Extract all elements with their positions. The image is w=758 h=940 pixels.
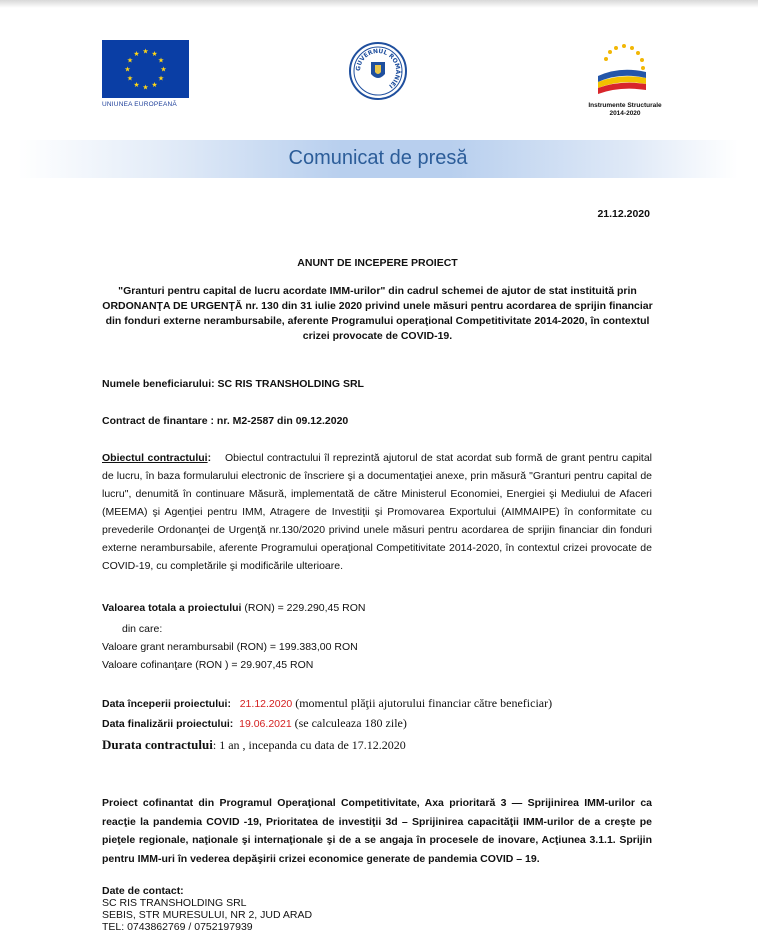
- document-date: 21.12.2020: [597, 208, 650, 220]
- si-years: 2014-2020: [609, 110, 641, 117]
- structural-instruments-icon: [580, 40, 670, 102]
- svg-text:★: ★: [133, 50, 140, 58]
- start-date-label: Data începerii proiectului: [102, 698, 228, 710]
- romanian-government-logo: [349, 42, 407, 100]
- si-title: Instrumente Structurale: [588, 102, 662, 109]
- duration-line: [102, 737, 406, 753]
- cofinancing-value: Valoare cofinanţare (RON ) = 29.907,45 RON: [102, 659, 314, 671]
- financing-contract: Contract de finantare : nr. M2-2587 din 09.12.2020: [102, 415, 349, 427]
- duration-label: Durata contractului: [102, 737, 213, 752]
- ordinance-label: ORDONANŢA DE URGENŢĂ: [102, 300, 243, 312]
- desc-part-1: "Granturi pentru capital de lucru acordate IMM-urilor" din cadrul schemei de ajutor de stat instituită prin: [118, 285, 637, 297]
- contract-object-paragraph: [102, 449, 652, 575]
- svg-text:★: ★: [126, 56, 134, 65]
- object-colon: :: [207, 452, 212, 464]
- din-care-label: din care:: [122, 623, 163, 635]
- svg-text:★: ★: [157, 56, 165, 65]
- project-description: [100, 284, 655, 344]
- svg-text:★: ★: [126, 74, 134, 83]
- end-date-label: Data finalizării proiectului: [102, 718, 230, 730]
- total-value-amount: (RON) = 229.290,45 RON: [241, 602, 366, 614]
- duration-value: : 1 an , incepanda cu data de 17.12.2020: [212, 738, 406, 752]
- svg-text:★: ★: [133, 81, 140, 89]
- grant-value: Valoare grant nerambursabil (RON) = 199.383,00 RON: [102, 641, 358, 653]
- end-date-line: Data finalizării proiectului: 19.06.2021 (se calculeaza 180 zile): [102, 716, 407, 730]
- desc-part-2: nr. 130 din 31 iulie 2020 privind unele măsuri pentru acordarea de sprijin financiar din fonduri externe nerambursabile, aferente Programului operaţional Competitivitate 2014-2020, în contextul crizei provocate de COVID-19.: [105, 300, 653, 342]
- structural-instruments-logo: [580, 40, 670, 124]
- gov-logo-text: GUVERNUL ROMÂNIEI: [354, 47, 402, 90]
- end-date-value: 19.06.2021: [239, 718, 292, 730]
- banner-title: Comunicat de presă: [288, 147, 468, 169]
- svg-text:★: ★: [151, 50, 158, 58]
- eu-logo: [102, 40, 189, 108]
- end-date-note: (se calculeaza 180 zile): [294, 716, 407, 730]
- contact-phone: TEL: 0743862769 / 0752197939: [102, 921, 253, 933]
- object-text: Obiectul contractului îl reprezintă ajutorul de stat acordat sub formă de grant pentru capital de lucru, în baza formularului electronic de înscriere şi a documentaţiei anexe, prin măsură "Granturi pentru capital de lucru", denumită în continuare Măsură, implementată de către Ministerul Economiei, Energiei şi Mediului de Afaceri (MEEMA) şi Agenţiei pentru IMM, Atragere de Investiţii şi Promovarea Exportului (AIMMAIPE) în conformitate cu prevederile Ordonanţei de Urgenţă nr.130/2020 privind unele măsuri pentru acordarea de sprijin financiar din fonduri externe nerambursabile, aferente Programului operaţional Competitivitate 2014-2020, în contextul crizei provocate de COVID-19, cu completările şi modificările ulterioare.: [102, 452, 652, 572]
- total-value-label: Valoarea totala a proiectului: [102, 602, 242, 614]
- svg-text:★: ★: [160, 65, 167, 74]
- eu-caption: UNIUNEA EUROPEANĂ: [102, 101, 177, 108]
- svg-text:★: ★: [142, 83, 149, 92]
- top-edge-shadow: [0, 0, 758, 8]
- announcement-heading: ANUNT DE INCEPERE PROIECT: [297, 257, 458, 269]
- cofinancing-statement: Proiect cofinantat din Programul Operaţional Competitivitate, Axa prioritară 3 — Sprijinirea IMM-urilor ca reacţie la pandemia COVID -19, Prioritatea de investiţii 3d – Sprijinirea capacităţii IMM-urilor de a creşte pe pieţele regionale, naţionale şi internaţionale şi de a se angaja în procesele de inovare, Acţiunea 3.1.1. Sprijin pentru IMM-uri în vederea depăşirii crizei economice generate de pandemia COVID – 19.: [102, 797, 652, 865]
- total-value-line: [102, 601, 365, 615]
- beneficiary-name: Numele beneficiarului: SC RIS TRANSHOLDING SRL: [102, 378, 364, 390]
- start-date-note: (momentul plăţii ajutorului financiar către beneficiar): [295, 696, 553, 710]
- contact-company: SC RIS TRANSHOLDING SRL: [102, 897, 247, 909]
- object-label: Obiectul contractului: [102, 452, 208, 464]
- svg-text:★: ★: [157, 74, 165, 83]
- contact-title: Date de contact:: [102, 885, 184, 897]
- contact-address: SEBIS, STR MURESULUI, NR 2, JUD ARAD: [102, 909, 313, 921]
- eu-flag-icon: [102, 40, 189, 98]
- start-date-value: 21.12.2020: [239, 698, 293, 710]
- start-date-line: Data începerii proiectului: 21.12.2020 (momentul plăţii ajutorului financiar către beneficiar): [102, 696, 553, 710]
- svg-text:★: ★: [142, 47, 149, 56]
- svg-text:★: ★: [124, 65, 131, 74]
- structural-instruments-caption: [580, 102, 670, 118]
- svg-text:★: ★: [151, 81, 158, 89]
- press-release-banner: [18, 140, 738, 178]
